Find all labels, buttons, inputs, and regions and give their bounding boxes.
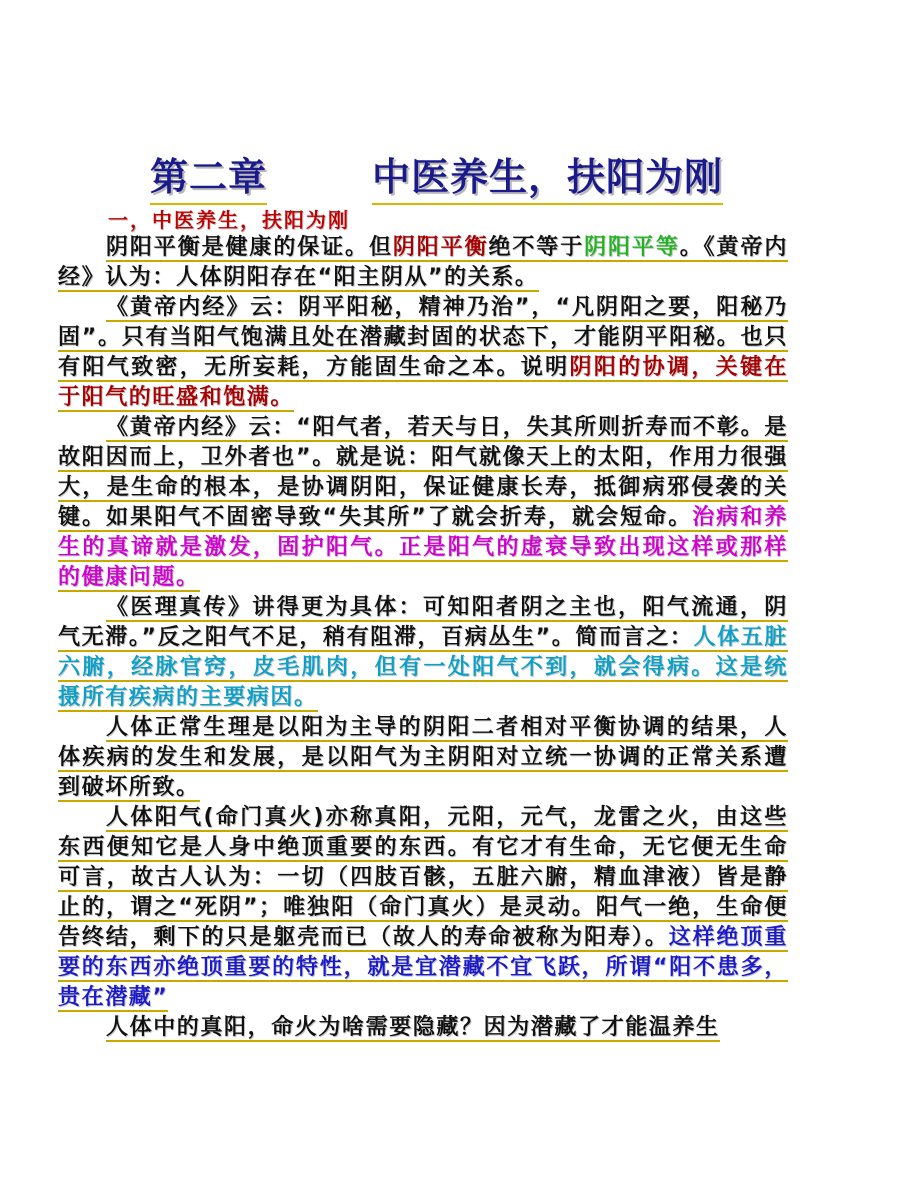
text-run: 人体正常生理是以阳为主导的阴阳二者相对平衡协调的结果，人体疾病的发生和发展，是以阳气为主阴阳对立统一协调的正常关系遭到破坏所致。 (58, 715, 788, 800)
text-run: 治病和养生的真谛就是激发，固护阳气。正是阳气的虚衰导致出现这样或那样的健康问题。 (58, 505, 788, 590)
section-heading: 一，中医养生，扶阳为刚 (108, 208, 350, 232)
text-run: 。《黄帝内经》认为：人体阴阳存在“阳主阴从”的关系。 (58, 235, 788, 290)
text-run: 阴阳平衡是健康的保证。但 (106, 235, 393, 260)
paragraph (58, 1013, 788, 1043)
paragraph (58, 713, 788, 803)
text-run: 绝不等于 (488, 235, 585, 260)
text-run: 人体五脏六腑，经脉官窍，皮毛肌肉，但有一处阳气不到，就会得病。这是统摄所有疾病的主要病因。 (58, 625, 788, 710)
text-run: 阴阳的协调，关键在于阳气的旺盛和饱满。 (58, 355, 788, 410)
chapter-name: 中医养生，扶阳为刚 (372, 146, 723, 205)
text-run: 人体中的真阳，命火为啥需要隐藏？因为潜藏了才能温养生 (106, 1015, 720, 1040)
body-text (58, 233, 788, 1043)
text-run: 阴阳平衡 (392, 235, 489, 260)
paragraph (58, 413, 788, 593)
text-run: 《黄帝内经》云：“阳气者，若天与日，失其所则折寿而不彰。是故阳因而上，卫外者也”。就是说：阳气就像天上的太阳，作用力很强大，是生命的根本，是协调阴阳，保证健康长寿，抵御病邪侵袭的关键。如果阳气不固密导致“失其所”了就会折寿，就会短命。 (58, 415, 788, 530)
text-run: 《黄帝内经》云：阴平阳秘，精神乃治”，“凡阴阳之要，阳秘乃固”。只有当阳气饱满且处在潜藏封固的状态下，才能阴平阳秘。也只有阳气致密，无所妄耗，方能固生命之本。说明 (58, 295, 788, 380)
text-run: 《医理真传》讲得更为具体：可知阳者阴之主也，阳气流通，阴气无滞。”反之阳气不足，稍有阻滞，百病丛生”。简而言之： (58, 595, 788, 650)
paragraph (58, 233, 788, 293)
text-run: 阴阳平等 (584, 235, 680, 260)
text-run: 这样绝顶重要的东西亦绝顶重要的特性，就是宜潜藏不宜飞跃，所谓“阳不患多，贵在潜藏” (58, 925, 788, 1010)
text-run: 人体阳气(命门真火)亦称真阳，元阳，元气，龙雷之火，由这些东西便知它是人身中绝顶重要的东西。有它才有生命，无它便无生命可言，故古人认为：一切（四肢百骸，五脏六腑，精血津液）皆是静止的，谓之“死阴”；唯独阳（命门真火）是灵动。阳气一绝，生命便告终结，剩下的只是躯壳而已（故人的寿命被称为阳寿）。 (58, 805, 788, 950)
paragraph (58, 593, 788, 713)
chapter-number: 第二章 (150, 146, 267, 205)
paragraph (58, 293, 788, 413)
paragraph (58, 803, 788, 1013)
